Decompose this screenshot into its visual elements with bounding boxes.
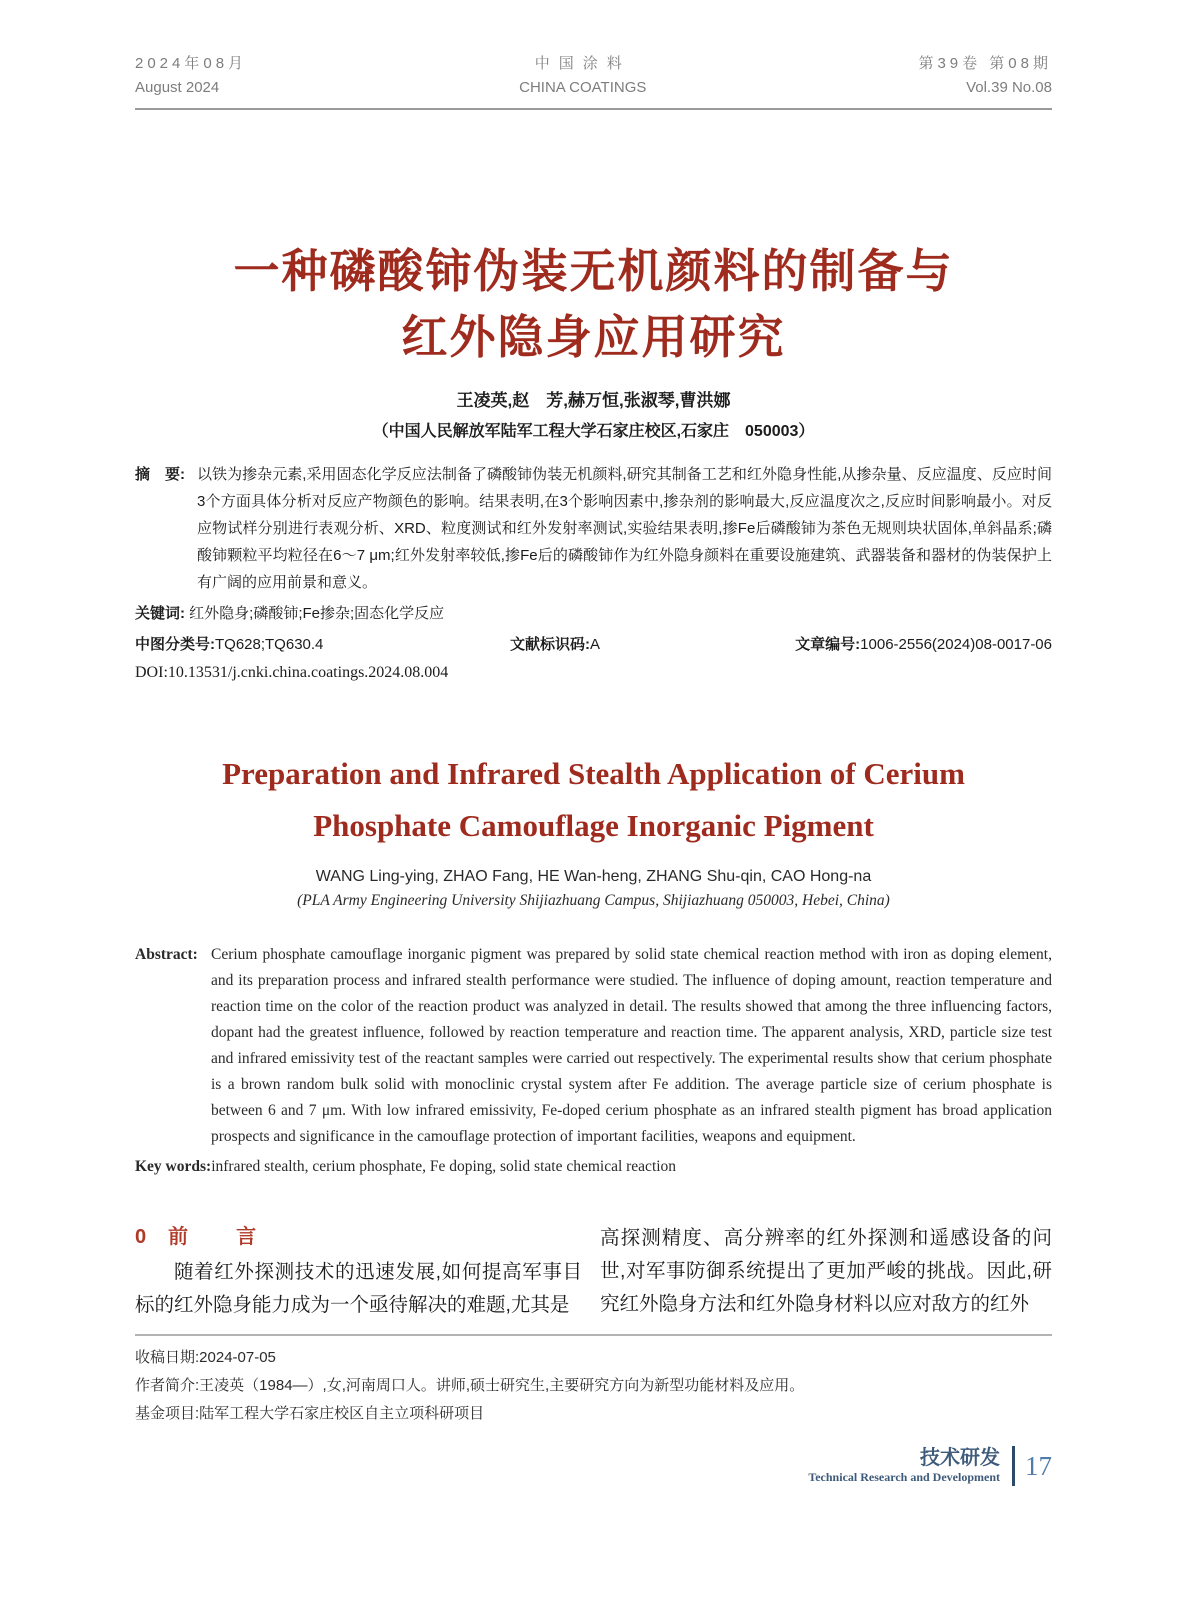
clc-value: TQ628;TQ630.4 bbox=[215, 636, 324, 653]
intro-right-column bbox=[600, 1222, 1052, 1322]
keywords-cn-text: 红外隐身;磷酸铈;Fe掺杂;固态化学反应 bbox=[189, 605, 445, 622]
document-code-value: A bbox=[590, 636, 601, 653]
intro-paragraph-left: 随着红外探测技术的迅速发展,如何提高军事目标的红外隐身能力成为一个亟待解决的难题,尤其是 bbox=[135, 1261, 582, 1316]
document-code-label: 文献标识码: bbox=[510, 636, 590, 653]
affiliation-cn: （中国人民解放军陆军工程大学石家庄校区,石家庄 050003） bbox=[372, 423, 815, 440]
page-number: 17 bbox=[1025, 1450, 1052, 1481]
footnote-block bbox=[135, 1334, 1052, 1428]
article-title-en-line2: Phosphate Camouflage Inorganic Pigment bbox=[313, 808, 874, 843]
section-0-title: 前 言 bbox=[168, 1226, 271, 1248]
article-title-cn-line2: 红外隐身应用研究 bbox=[401, 311, 786, 363]
footnote-bio-text: 王凌英（1984—）,女,河南周口人。讲师,硕士研究生,主要研究方向为新型功能材料及应用。 bbox=[199, 1377, 805, 1394]
article-id-value: 1006-2556(2024)08-0017-06 bbox=[860, 636, 1052, 653]
section-0-number: 0 bbox=[135, 1226, 147, 1248]
abstract-cn-text: 以铁为掺杂元素,采用固态化学反应法制备了磷酸铈伪装无机颜料,研究其制备工艺和红外隐身性能,从掺杂量、反应温度、反应时间3个方面具体分析对反应产物颜色的影响。结果表明,在3个影响因素中,掺杂剂的影响最大,反应温度次之,反应时间影响最小。对反应物试样分别进行表观分析、XRD、粒度测试和红外发射率测试,实验结果表明,掺Fe后磷酸铈为茶色无规则块状固体,单斜晶系;磷酸铈颗粒平均粒径在6～7 μm;红外发射率较低,掺Fe后的磷酸铈作为红外隐身颜料在重要设施建筑、武器装备和器材的伪装保护上有广阔的应用前景和意义。 bbox=[197, 466, 1052, 591]
article-id bbox=[795, 631, 1052, 658]
footnote-author-bio bbox=[135, 1372, 1052, 1400]
header-volume-info bbox=[918, 52, 1052, 100]
footnote-fund-label: 基金项目: bbox=[135, 1405, 200, 1422]
authors-en: WANG Ling-ying, ZHAO Fang, HE Wan-heng, ZHANG Shu-qin, CAO Hong-na bbox=[315, 868, 872, 885]
footnote-bio-label: 作者简介: bbox=[135, 1377, 200, 1394]
clc-label: 中图分类号: bbox=[135, 636, 215, 653]
keywords-en bbox=[135, 1154, 1052, 1180]
journal-name-en: CHINA COATINGS bbox=[519, 79, 647, 96]
footnote-received-date bbox=[135, 1344, 1052, 1372]
footer-section-labels bbox=[808, 1447, 1000, 1485]
intro-paragraph-right: 高探测精度、高分辨率的红外探测和遥感设备的问世,对军事防御系统提出了更加严峻的挑战。因此,研究红外隐身方法和红外隐身材料以应对敌方的红外 bbox=[600, 1227, 1052, 1315]
footer-section-cn: 技术研发 bbox=[920, 1447, 1000, 1469]
abstract-cn-label: 摘 要: bbox=[135, 466, 185, 483]
authors-cn: 王凌英,赵 芳,赫万恒,张淑琴,曹洪娜 bbox=[456, 391, 731, 410]
keywords-cn-label: 关键词: bbox=[135, 605, 185, 622]
document-code bbox=[510, 631, 600, 658]
intro-left-column bbox=[135, 1222, 582, 1322]
doi: DOI:10.13531/j.cnki.china.coatings.2024.08.004 bbox=[135, 664, 449, 681]
article-title-cn-line1: 一种磷酸铈伪装无机颜料的制备与 bbox=[233, 245, 954, 297]
article-title-en-line1: Preparation and Infrared Stealth Application of Cerium bbox=[222, 756, 965, 791]
journal-header bbox=[135, 0, 1052, 110]
abstract-en-text: Cerium phosphate camouflage inorganic pigment was prepared by solid state chemical reaction method with iron as doping element, and its preparation process and infrared stealth performance were studied. The influence of doping amount, reaction temperature and reaction time on the color of the reaction product was analyzed in detail. The results showed that among the three influencing factors, dopant had the greatest influence, followed by reaction temperature and reaction time. The apparent analysis, XRD, particle size test and infrared emissivity test of the reactant samples were carried out respectively. The experimental results show that cerium phosphate is a brown random bulk solid with monoclinic crystal system after Fe addition. The average particle size of cerium phosphate is between 6 and 7 μm. With low infrared emissivity, Fe-doped cerium phosphate as an infrared stealth pigment has broad application prospects and significance in the camouflage protection of important facilities, weapons and equipment. bbox=[211, 946, 1052, 1145]
page-footer bbox=[135, 1446, 1052, 1486]
keywords-cn bbox=[135, 600, 1052, 627]
footnote-received-text: 2024-07-05 bbox=[199, 1349, 276, 1366]
footnote-received-label: 收稿日期: bbox=[135, 1349, 200, 1366]
clc-number bbox=[135, 636, 323, 653]
classification-row bbox=[135, 631, 1052, 658]
article-title-en bbox=[135, 748, 1052, 852]
footer-section-en: Technical Research and Development bbox=[808, 1470, 1000, 1484]
header-journal-name bbox=[519, 52, 646, 100]
header-volume-en: Vol.39 No.08 bbox=[966, 79, 1052, 96]
article-title-cn bbox=[135, 238, 1052, 370]
header-date-cn: 2024年08月 bbox=[135, 55, 248, 72]
header-issue-date bbox=[135, 52, 247, 100]
section-0-heading bbox=[135, 1222, 582, 1252]
header-date-en: August 2024 bbox=[135, 79, 220, 96]
footer-divider-bar bbox=[1012, 1446, 1015, 1486]
intro-columns bbox=[135, 1222, 1052, 1322]
header-volume-cn: 第39卷 第08期 bbox=[918, 55, 1052, 72]
abstract-en-label: Abstract: bbox=[135, 946, 198, 963]
footnote-fund-text: 陆军工程大学石家庄校区自主立项科研项目 bbox=[199, 1405, 485, 1422]
journal-name-cn: 中国涂料 bbox=[534, 55, 631, 72]
abstract-cn bbox=[135, 461, 1052, 596]
footnote-fund-project bbox=[135, 1400, 1052, 1428]
abstract-en bbox=[135, 942, 1052, 1150]
keywords-en-text: infrared stealth, cerium phosphate, Fe doping, solid state chemical reaction bbox=[211, 1158, 677, 1175]
affiliation-en: (PLA Army Engineering University Shijiazhuang Campus, Shijiazhuang 050003, Hebei, China) bbox=[297, 892, 890, 909]
keywords-en-label: Key words: bbox=[135, 1158, 212, 1175]
article-id-label: 文章编号: bbox=[795, 636, 861, 653]
